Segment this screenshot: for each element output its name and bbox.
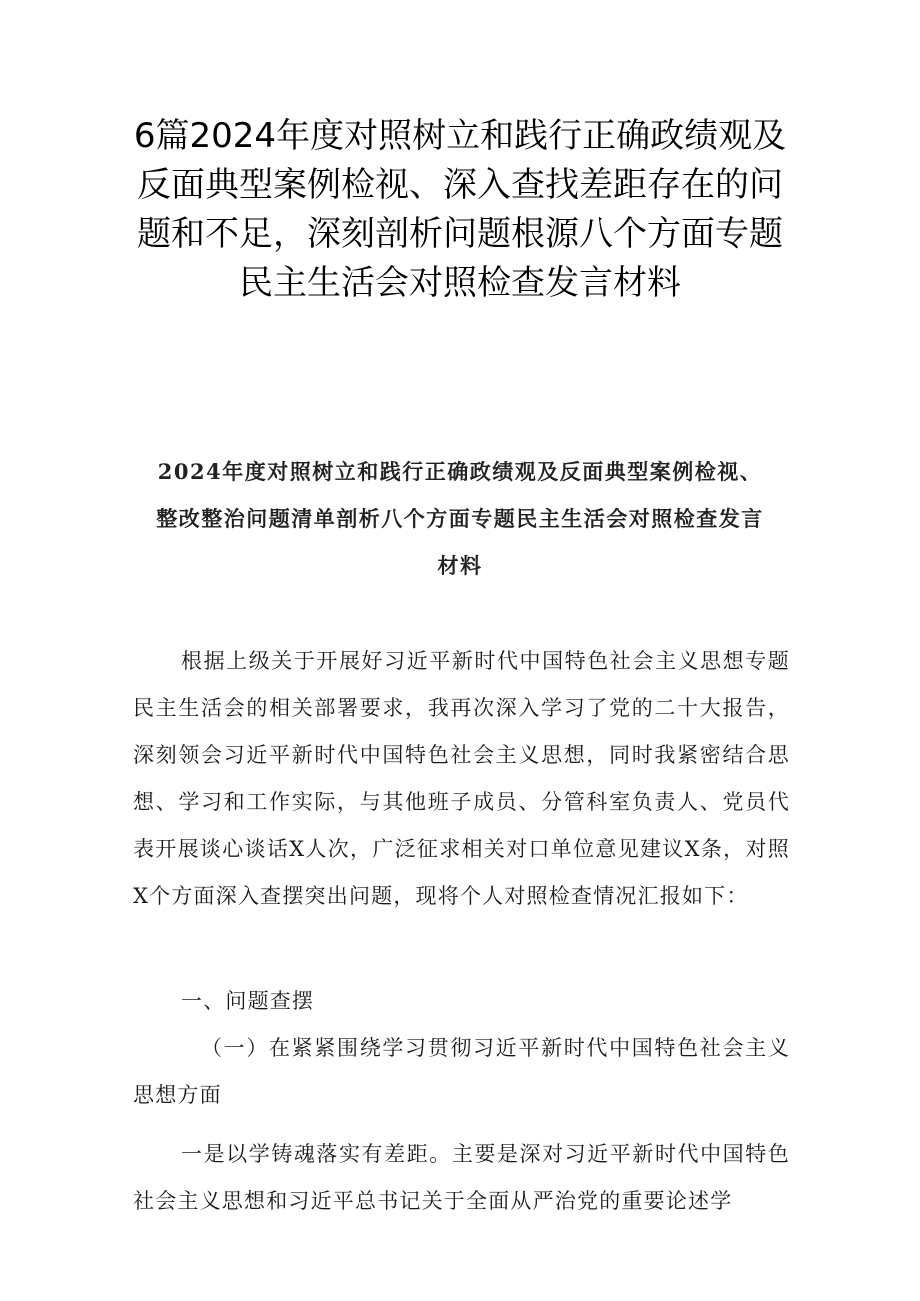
intro-paragraph: 根据上级关于开展好习近平新时代中国特色社会主义思想专题民主生活会的相关部署要求，我再次深入学习了党的二十大报告，深刻领会习近平新时代中国特色社会主义思想，同时我紧密结合思想、学习和工作实际，与其他班子成员、分管科室负责人、党员代表开展谈心谈话X人次，广泛征求相关对口单位意见建议X条，对照X个方面深入查摆突出问题，现将个人对照检查情况汇报如下： (133, 649, 790, 908)
section-heading: 一、问题查摆 (181, 989, 315, 1013)
document-subtitle: 2024年度对照树立和践行正确政绩观及反面典型案例检视、整改整治问题清单剖析八个方面专题民主生活会对照检查发言材料 (156, 459, 764, 578)
document-title: 6篇2024年度对照树立和践行正确政绩观及反面典型案例检视、深入查找差距存在的问题和不足，深刻剖析问题根源八个方面专题民主生活会对照检查发言材料 (133, 116, 787, 303)
point-paragraph: 一是以学铸魂落实有差距。主要是深对习近平新时代中国特色社会主义思想和习近平总书记关于全面从严治党的重要论述学 (133, 1142, 790, 1213)
subsection-heading: （一）在紧紧围绕学习贯彻习近平新时代中国特色社会主义思想方面 (133, 1036, 790, 1107)
